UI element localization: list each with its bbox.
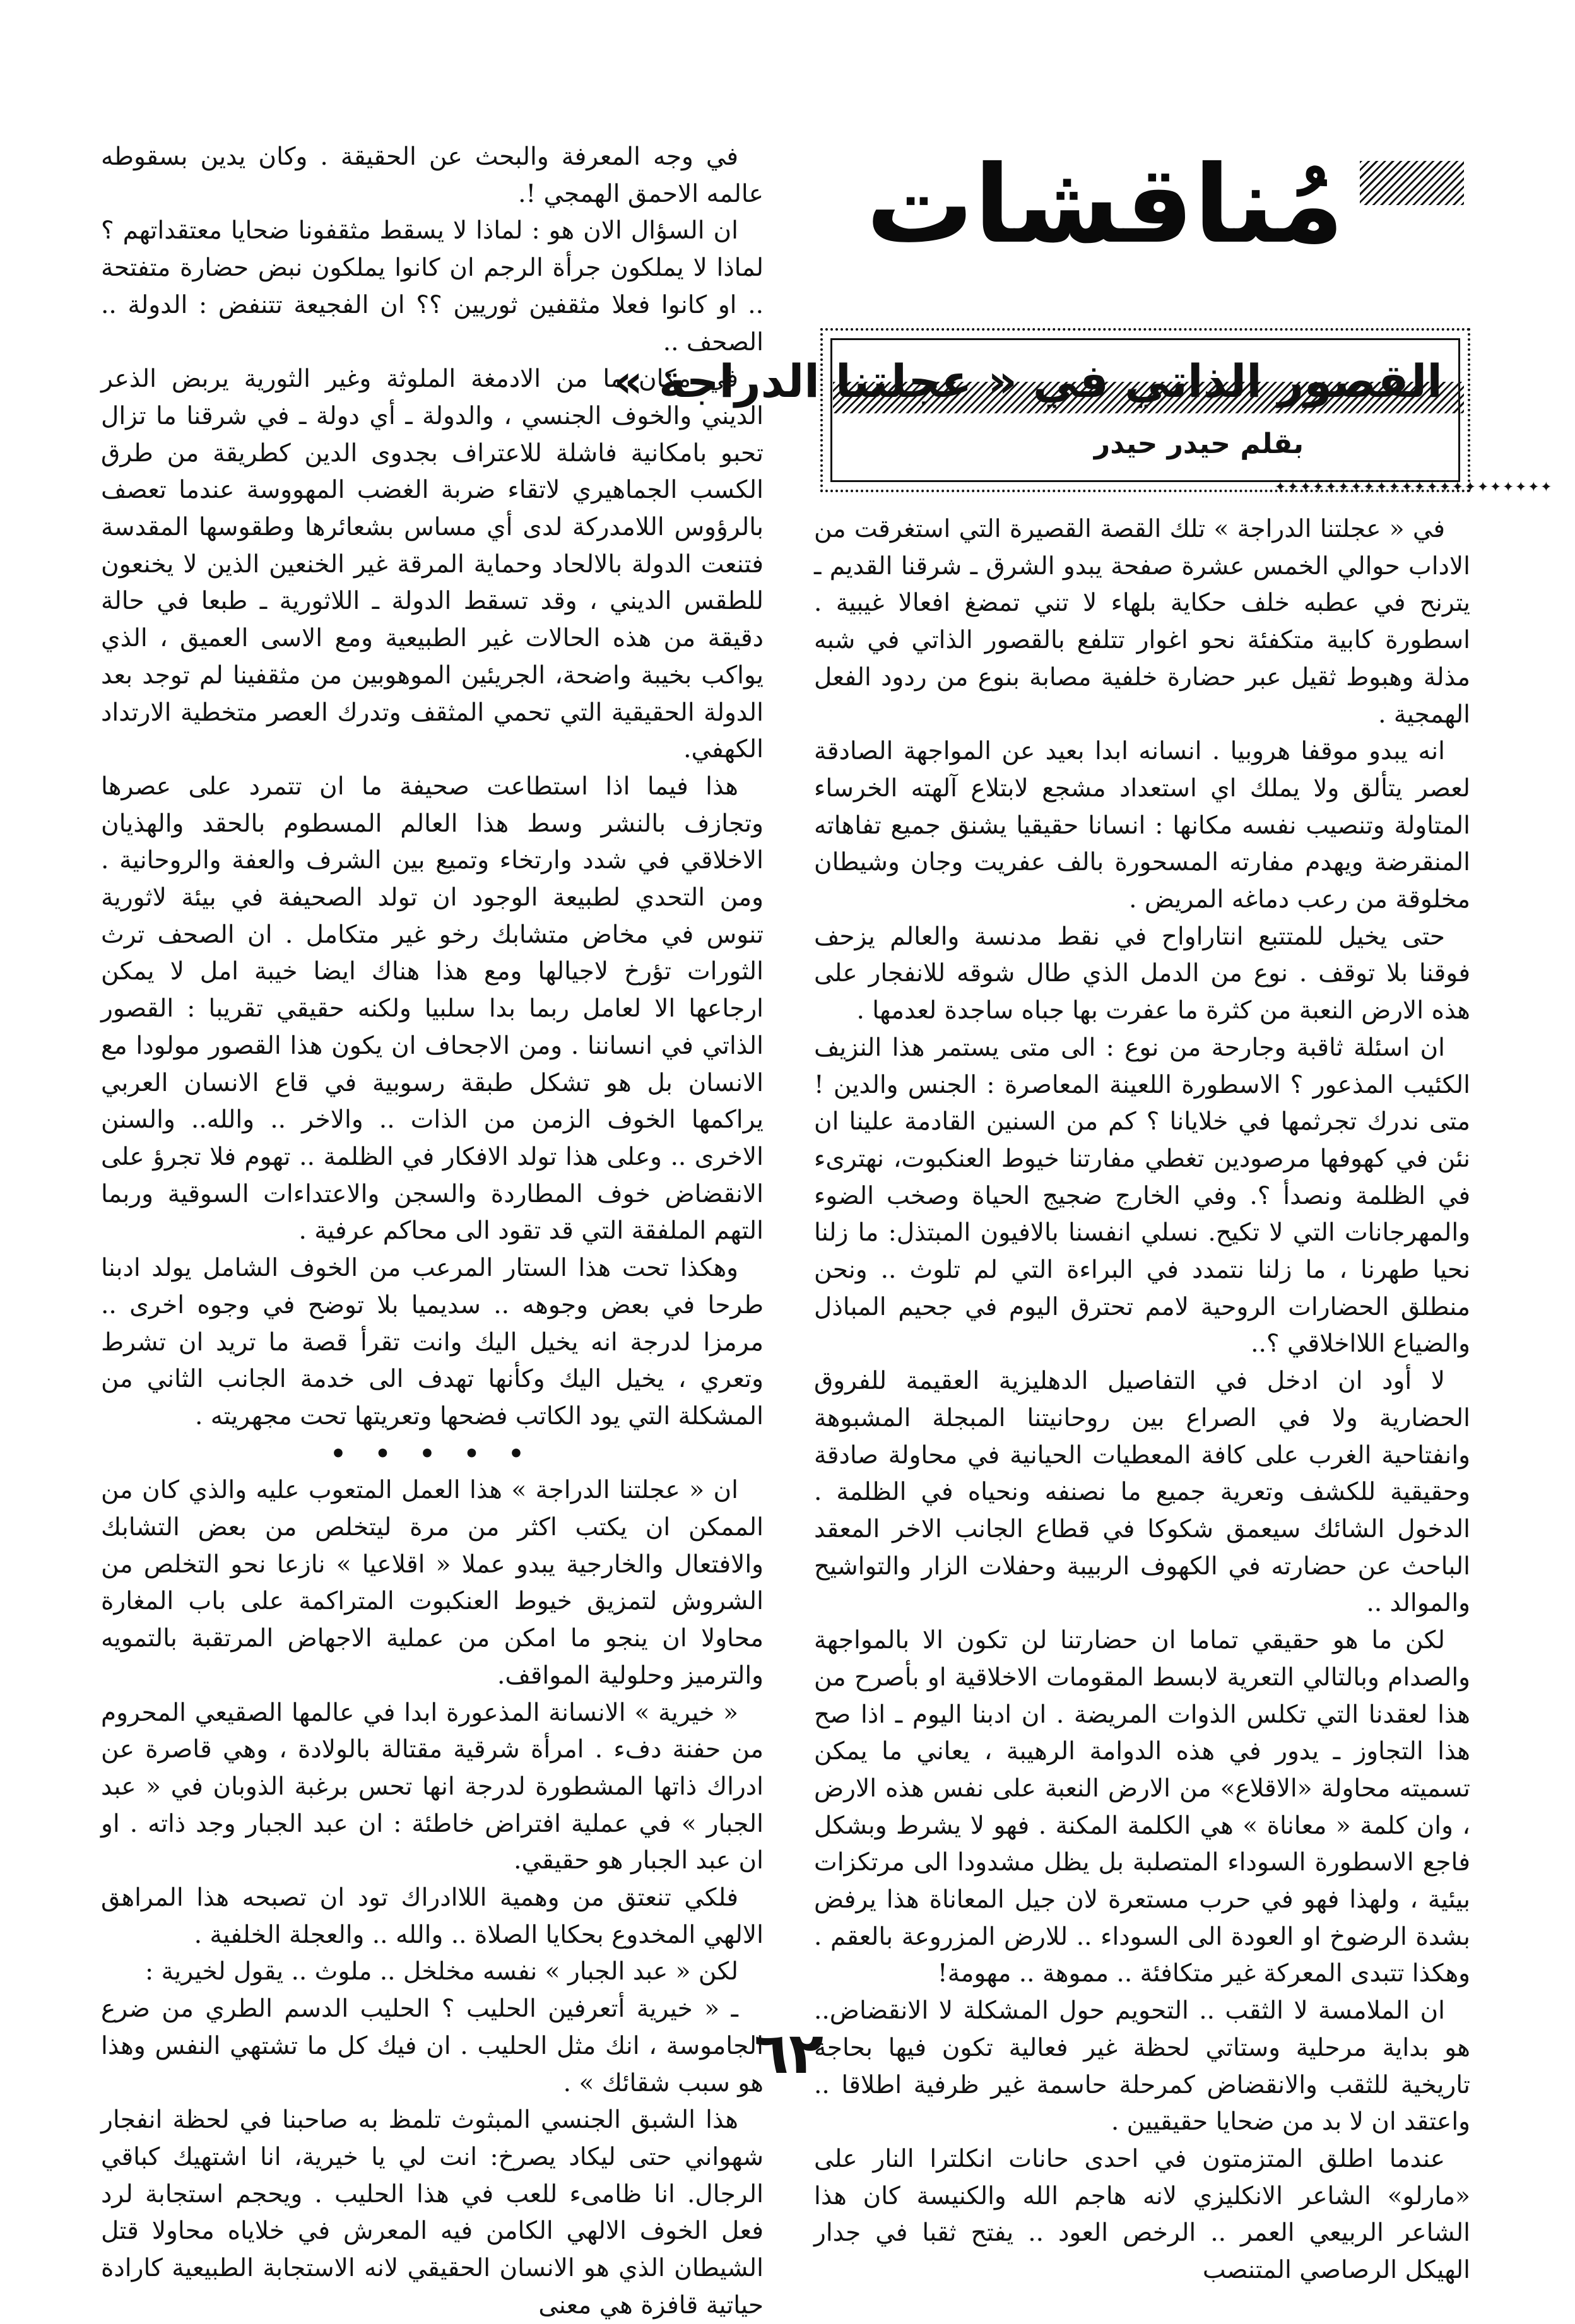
paragraph: في وجه المعرفة والبحث عن الحقيقة . وكان يدين بسقوطه عالمه الاحمق الهمجي !. (101, 143, 764, 208)
masthead-hatch-ornament (1360, 161, 1464, 205)
paragraph: لكن « عبد الجبار » نفسه مخلخل .. ملوث .. يقول لخيرية : (145, 1957, 738, 1986)
paragraph: ان السؤال الان هو : لماذا لا يسقط مثقفونا ضحايا معتقداتهم ؟ لماذا لا يملكون جرأة الرجم ان كانوا يملكون نبض حضارة متفتحة .. او كانوا فعلا مثقفين ثوريين ؟؟ ان الفجيعة تتنفض : الدولة .. الصحف .. (101, 216, 764, 357)
paragraph: انه يبدو موقفا هروبيا . انسانه ابدا بعيد عن المواجهة الصادقة لعصر يتألق ولا يملك اي استعداد مشجع لابتلاع آلهته الخرساء المتاولة وتنصيب نفسه مكانها : انسانا حقيقيا يشنق جميع تفاهاته المنقرضة ويهدم مفارته المسحورة بالف عفريت وجان وشيطان مخلوقة من رعب دماغه المريض . (814, 737, 1470, 914)
paragraph: في « عجلتنا الدراجة » تلك القصة القصيرة التي استغرقت من الاداب حوالي الخمس عشرة صفحة يبدو الشرق ـ شرقنا القديم ـ يترنح في عطبه خلف حكاية بلهاء لا تني تمضغ افعالا غيبية . اسطورة كابية متكفئة نحو اغوار تتلفع بالقصور الذاتي في شبه مذلة وهبوط ثقيل عبر حضارة خلفية مصابة بنوع من ردود الفعل الهمجية . (814, 515, 1470, 729)
section-separator: • • • • • (330, 1439, 534, 1468)
paragraph: « خيرية » الانسانة المذعورة ابدا في عالمها الصقيعي المحروم من حفنة دفء . امرأة شرقية مقتالة بالولادة ، وهي قاصرة عن ادراك ذاتها المشطورة لدرجة انها تحس برغبة الذوبان في « عبد الجبار » في عملية افتراض خاطئة : ان عبد الجبار وجد ذاته . او ان عبد الجبار هو حقيقي. (101, 1698, 764, 1875)
paragraph: ان « عجلتنا الدراجة » هذا العمل المتعوب عليه والذي كان من الممكن ان يكتب اكثر من مرة ليتخلص من بعض التشابك والافتعال والخارجية يبدو عملا « اقلاعيا » نازعا نحو التخلص من الشروش لتمزيق خيوط العنكبوت المتراكمة على باب المغارة محاولا ان ينجو ما امكن من عملية الاجهاض المرتقبة بالتمويه والترميز وحلولية المواقف. (101, 1476, 764, 1690)
paragraph: ان اسئلة ثاقبة وجارحة من نوع : الى متى يستمر هذا النزيف الكئيب المذعور ؟ الاسطورة اللعينة المعاصرة : الجنس والدين ! متى ندرك تجرثمها في خلايانا ؟ كم من السنين القادمة علينا ان نئن في كهوفها مرصودين تغطي مفارتنا خيوط العنكبوت، نهترىء في الظلمة ونصدأ ؟. وفي الخارج ضجيج الحياة وصخب الضوء والمهرجانات التي لا تكيح. نسلي انفسنا بالافيون المبتذل: ما زلنا نحيا طهرنا ، ما زلنا نتمدد في البراءة التي لم تلوث .. ونحن منطلق الحضارات الروحية لامم تحترق اليوم في جحيم المباذل والضياع اللااخلاقي ؟.. (814, 1033, 1470, 1359)
title-stars-divider: ✦✦✦✦✦✦✦✦✦✦✦✦✦✦✦✦✦✦✦✦✦✦ (1275, 475, 1554, 497)
paragraph: ـ « خيرية أتعرفين الحليب ؟ الحليب الدسم الطري من ضرع الجاموسة ، انك مثل الحليب . ان فيك كل ما تشتهي النفس وهذا هو سبب شقائك » . (101, 1995, 764, 2097)
article-title: القصور الذاتي في « عجلتنا الدراجة » (613, 355, 1442, 408)
paragraph: حتى يخيل للمتتبع انتاراواح في نقط مدنسة والعالم يزحف فوقنا بلا توقف . نوع من الدمل الذي طال شوقه للانفجار على هذه الارض النعبة من كثرة ما عفرت بها جباه ساجدة لعدمها . (814, 922, 1470, 1025)
paragraph: لا أود ان ادخل في التفاصيل الدهليزية العقيمة للفروق الحضارية ولا في الصراع بين روحانيتنا المبجلة المشبوهة وانفتاحية الغرب على كافة المعطيات الحيانية في محاولة صادقة وحقيقية للكشف وتعرية جميع ما نصنفه ونحياه في الظلمة . الدخول الشائك سيعمق شكوكا في قطاع الجانب الاخر المعقد الباحث عن حضارته في الكهوف الربيبة وحفلات الزار والتواشيح والموالد .. (814, 1367, 1470, 1618)
paragraph: هذا الشبق الجنسي المبثوث تلمظ به صاحبنا في لحظة انفجار شهواني حتى ليكاد يصرخ: انت لي يا خيرية، انا اشتهيك كباقي الرجال. انا ظامىء للعب في هذا الحليب . ويحجم استجابة لرد فعل الخوف الالهي الكامن فيه المعرش في خلاياه محاولا قتل الشيطان الذي هو الانسان الحقيقي لانه الاستجابة الطبيعية كارادة حياتية قافزة هي معنى (101, 2106, 764, 2320)
article-byline: بقلم حيدر حيدر (1094, 428, 1304, 460)
paragraph: لكن ما هو حقيقي تماما ان حضارتنا لن تكون الا بالمواجهة والصدام وبالتالي التعرية لابسط المقومات الاخلاقية او بأصرح من هذا لعقدنا التي تكلس الذوات المريضة . ان ادبنا اليوم ـ اذا صح هذا التجاوز ـ يدور في هذه الدوامة الرهيبة ، يعاني ما يمكن تسميته محاولة «الاقلاع» من الارض النعبة على نفس هذه الارض ، وان كلمة « معاناة » هي الكلمة المكنة . فهو لا يشرط وبشكل فاجع الاسطورة السوداء المتصلبة بل يظل مشدودا الى مرتكزات بيئية ، ولهذا فهو في حرب مستعرة لان جيل المعاناة هذا يرفض بشدة الرضوخ او العودة الى السوداء .. للارض المزروعة بالعقم . وهكذا تتبدى المعركة غير متكافئة .. مموهة .. مهومة! (814, 1626, 1471, 1988)
paragraph: هذا فيما اذا استطاعت صحيفة ما ان تتمرد على عصرها وتجازف بالنشر وسط هذا العالم المسطوم بالحقد والهذيان الاخلاقي في شدد وارتخاء وتميع بين الشرف والعفة والروحانية . ومن التحدي لطبيعة الوجود ان تولد الصحيفة في بيئة لاثورية تنوس في مخاض متشابك رخو غير متكامل . ان الصحف ترث الثورات تؤرخ لاجيالها ومع هذا هناك ايضا خيبة امل لا يمكن ارجاعها الا لعامل ربما بدا سلبيا ولكنه حقيقي تقريبا : القصور الذاتي في انساننا . ومن الاجحاف ان يكون هذا القصور مولودا مع الانسان بل هو تشكل طبقة رسوبية في قاع الانسان العربي يراكمها الخوف الزمن من الذات .. والاخر .. والله.. والسنن الاخرى .. وعلى هذا تولد الافكار في الظلمة .. تهوم فلا تجرؤ على الانقضاض خوف المطاردة والسجن والاعتداءات السوقية وربما التهم الملفقة التي قد تقود الى محاكم عرفية . (101, 772, 764, 1246)
left-column (101, 139, 764, 2320)
page-number: ٦٢ (754, 2020, 823, 2087)
paragraph: وهكذا تحت هذا الستار المرعب من الخوف الشامل يولد ادبنا طرحا في بعض وجوهه .. سديميا بلا توضح في وجوه اخرى .. مرمزا لدرجة انه يخيل اليك وانت تقرأ قصة ما تريد ان تشرط وتعري ، يخيل اليك وكأنها تهدف الى خدمة الجانب الثاني من المشكلة التي يود الكاتب فضحها وتعريتها تحت مجهريته . (101, 1254, 764, 1430)
right-column (814, 511, 1471, 2285)
paragraph: فلكي تنعتق من وهمية اللاادراك تود ان تصبحه هذا المراهق الالهي المخدوع بحكايا الصلاة .. والله .. والعجلة الخلفية . (101, 1884, 764, 1949)
paragraph: عندما اطلق المتزمتون في احدى حانات انكلترا النار على «مارلو» الشاعر الانكليزي لانه هاجم الله والكنيسة كان هذا الشاعر الربيعي العمر .. الرخص العود .. يفتح ثقبا في جدار الهيكل الرصاصي المتنصب (814, 2144, 1470, 2285)
paragraph: في مكان ما من الادمغة الملوثة وغير الثورية يربض الذعر الديني والخوف الجنسي ، والدولة ـ أي دولة ـ في شرقنا ما تزال تحبو بامكانية فاشلة للاعتراف بجدوى الدين كطريقة من طرق الكسب الجماهيري لاتقاء ضربة الغضب المهووسة عندما تعصف بالرؤوس اللامدركة لدى أي مساس بشعائرها وطقوسها المقدسة فتنعت الدولة بالالحاد وحماية المرقة غير الخنعين الذين لا يخنعون للطقس الديني ، وقد تسقط الدولة ـ اللاثورية ـ طبعا في حالة دقيقة من هذه الحالات غير الطبيعية ومع الاسى العميق ، الذي يواكب بخيبة واضحة، الجريئين الموهوبين من مثقفينا لم توجد بعد الدولة الحقيقية التي تحمي المثقف وتدرك العصر متخطية الارتداد الكهفي. (101, 365, 764, 764)
article-title-box (613, 328, 1470, 492)
paragraph: ان الملامسة لا الثقب .. التحويم حول المشكلة لا الانقضاض.. هو بداية مرحلية وستاتي لحظة غير فعالية تكون فيها بحاجة تاريخية للثقب والانقضاض كمرحلة حاسمة غير ظرفية اطلاقا .. واعتقد ان لا بد من ضحايا حقيقيين . (814, 1997, 1470, 2137)
section-title: مُناقشات (866, 143, 1344, 268)
